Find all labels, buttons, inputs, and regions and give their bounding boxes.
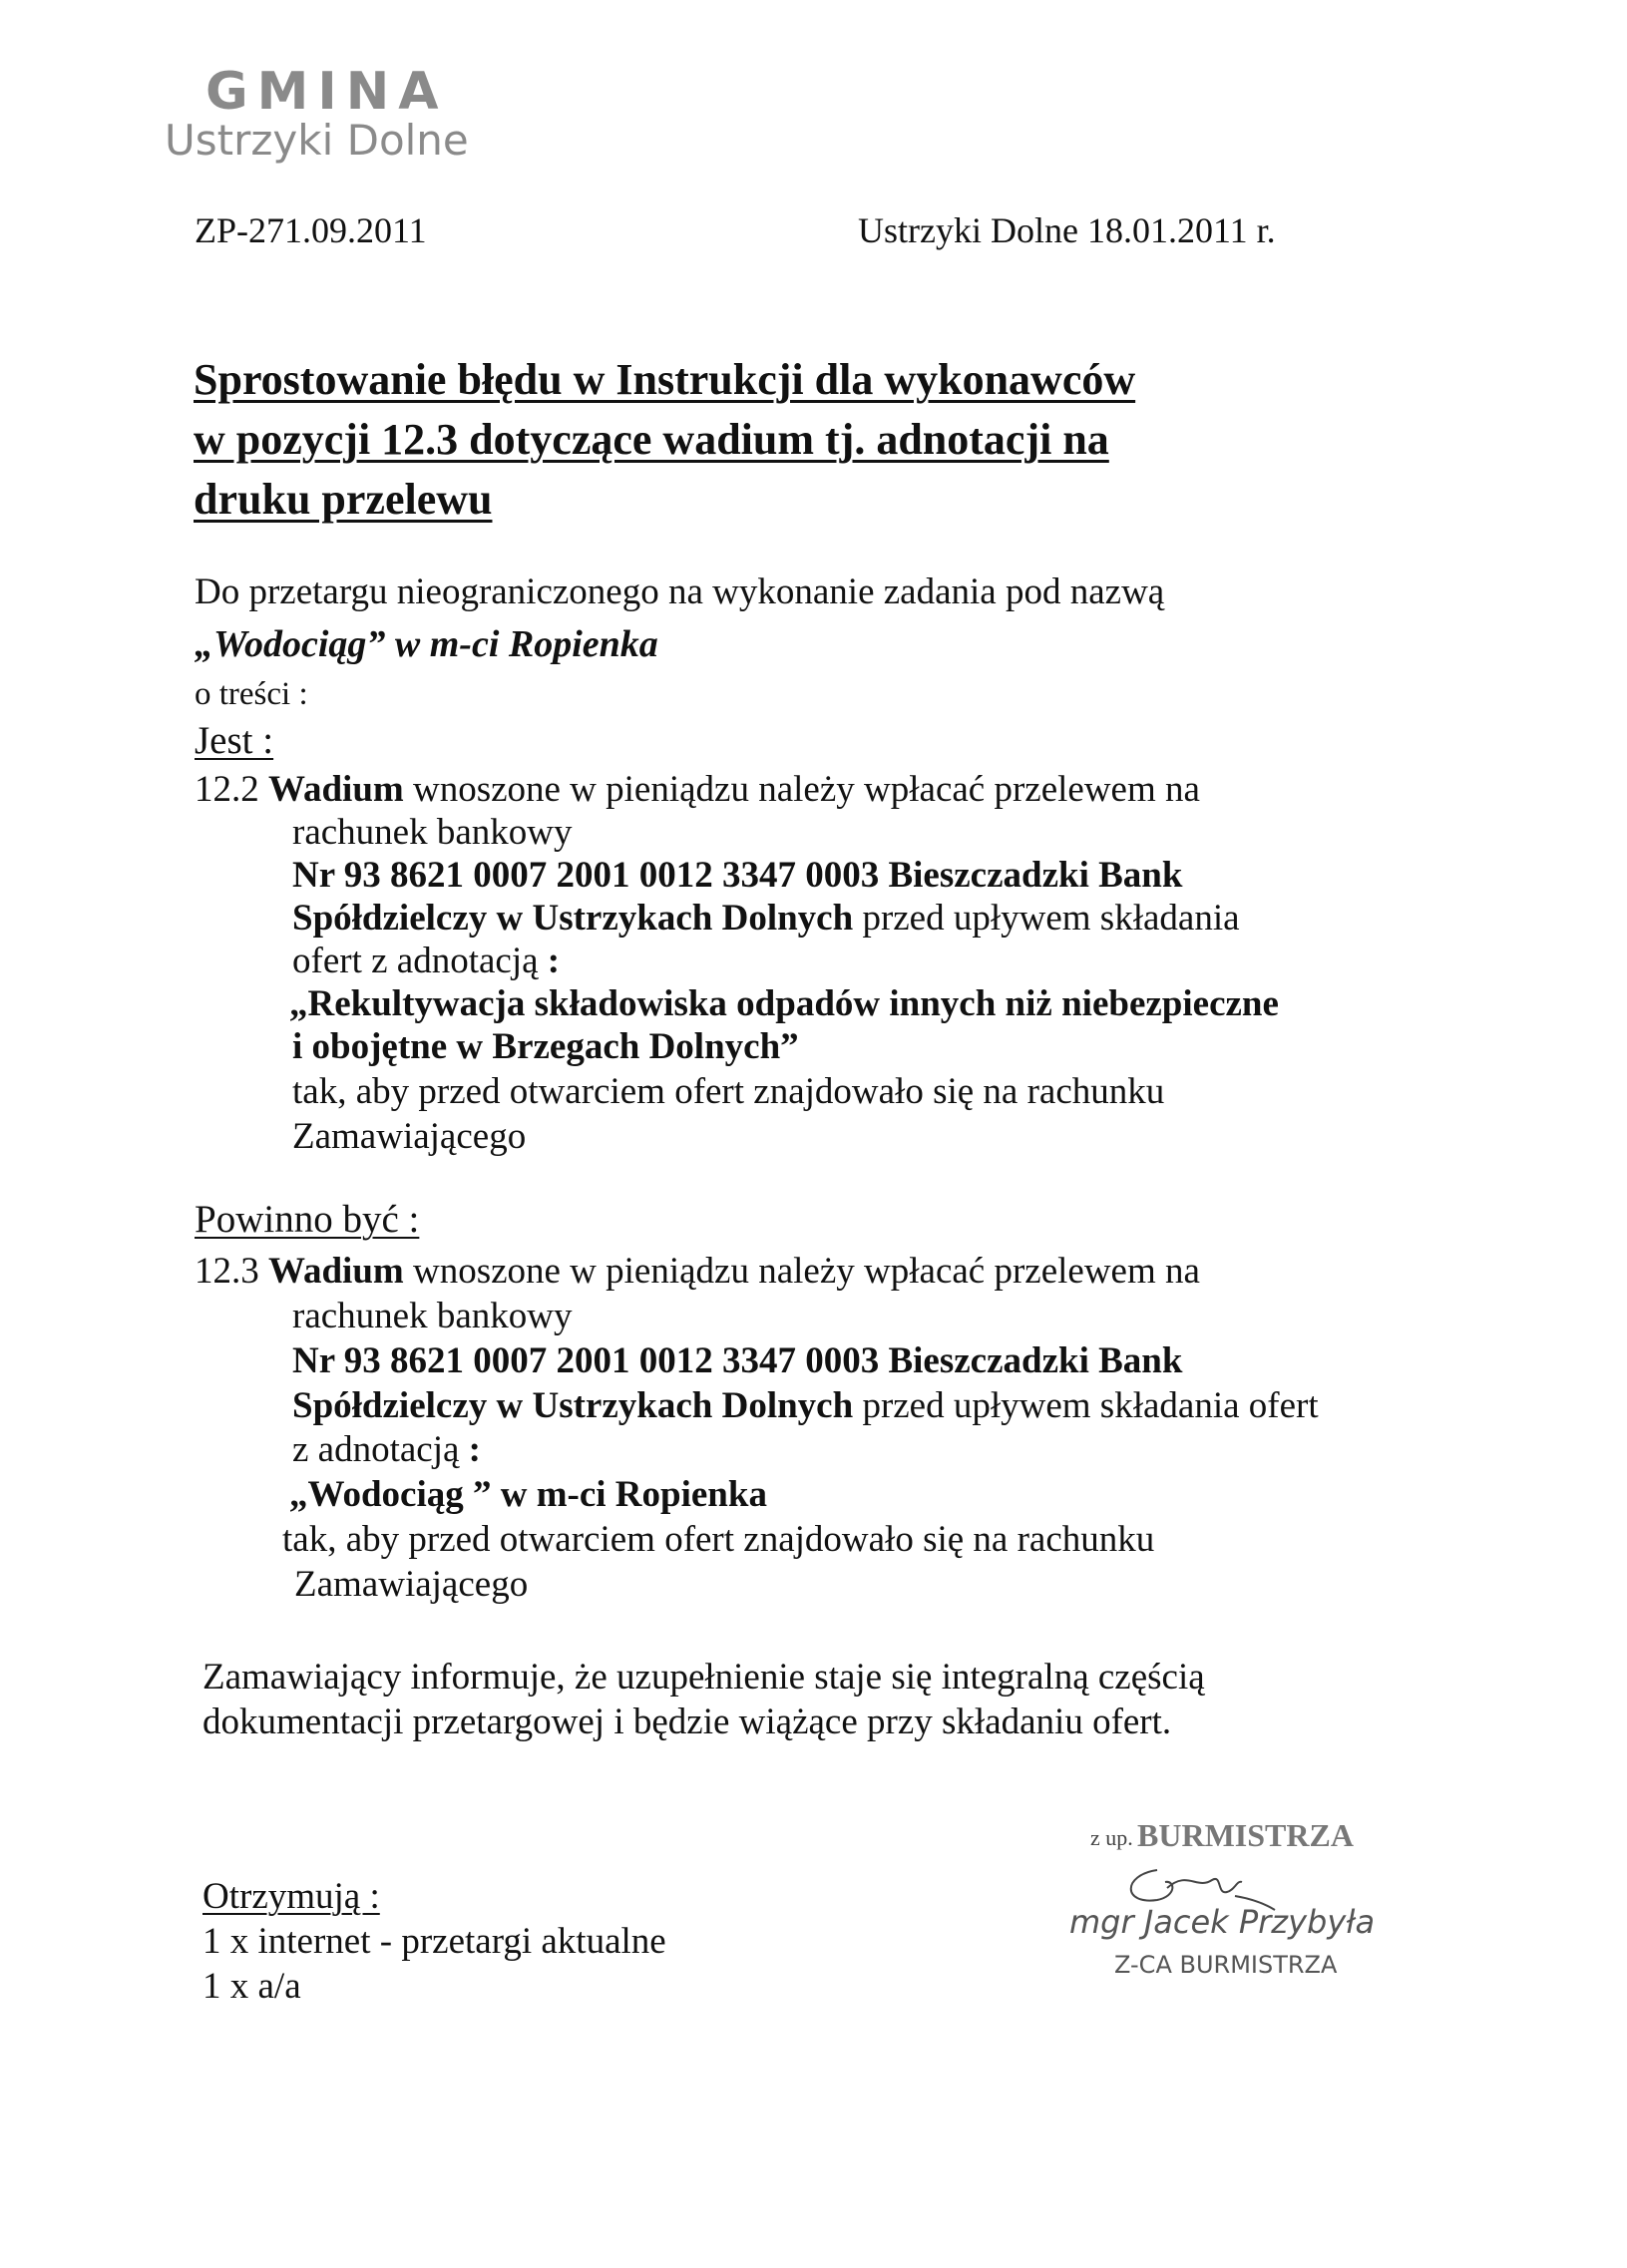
powinno-line-1 [195,1250,1200,1293]
reference-number: ZP-271.09.2011 [195,210,427,250]
intro-content-label: o treści : [195,676,308,712]
recipients-heading: Otrzymują : [203,1876,380,1917]
title-line-1: Sprostowanie błędu w Instrukcji dla wykonawców [194,355,1136,404]
jest-annotation-colon: : [538,941,561,981]
jest-line-1 [195,768,1200,811]
powinno-item-number: 12.3 [195,1251,259,1292]
jest-line-4-text: przed upływem składania [853,898,1240,939]
jest-account-line: Nr 93 8621 0007 2001 0012 3347 0003 Bieszczadzki Bank [292,855,1183,896]
powinno-bank-name: Spółdzielczy w Ustrzykach Dolnych [292,1385,854,1426]
jest-line-2: rachunek bankowy [292,812,573,853]
title-line-3: druku przelewu [194,475,493,524]
powinno-line-4-text: przed upływem składania ofert [853,1385,1319,1426]
signature-title-stamp: BURMISTRZA [1137,1817,1354,1853]
signatory-name: mgr Jacek Przybyła [1069,1903,1376,1941]
jest-line-8: tak, aby przed otwarciem ofert znajdowało się na rachunku [292,1071,1165,1112]
intro-line: Do przetargu nieograniczonego na wykonanie zadania pod nazwą [195,571,1165,612]
jest-annotation-label: ofert z adnotacją [292,941,539,981]
jest-bank-name: Spółdzielczy w Ustrzykach Dolnych [292,898,854,939]
jest-line-4 [292,897,1240,940]
place-date: Ustrzyki Dolne 18.01.2011 r. [858,210,1276,250]
signature-prefix: z up. [1090,1825,1133,1850]
powinno-annotation-colon: : [459,1429,481,1470]
powinno-line-8: tak, aby przed otwarciem ofert znajdowało się na rachunku [282,1519,1155,1560]
jest-line-9: Zamawiającego [292,1116,527,1157]
powinno-line-4 [292,1384,1319,1427]
jest-heading: Jest : [195,719,274,762]
powinno-line-5 [292,1428,481,1471]
powinno-line-2: rachunek bankowy [292,1296,573,1336]
stamp-town: Ustrzyki Dolne [165,116,469,165]
title-line-2: w pozycji 12.3 dotyczące wadium tj. adnotacji na [194,415,1109,464]
powinno-wadium-label: Wadium [268,1251,404,1292]
jest-line-1-text: wnoszone w pieniądzu należy wpłacać przelewem na [403,769,1200,810]
recipient-item: 1 x internet - przetargi aktualne [203,1921,666,1962]
powinno-annotation-label: z adnotacją [292,1429,460,1470]
jest-item-number: 12.2 [195,769,259,810]
recipient-item: 1 x a/a [203,1966,301,2007]
closing-line-2: dokumentacji przetargowej i będzie wiążące przy składaniu ofert. [203,1701,1172,1742]
powinno-line-1-text: wnoszone w pieniądzu należy wpłacać przelewem na [403,1251,1200,1292]
jest-annotation-line-2: i obojętne w Brzegach Dolnych” [292,1026,799,1067]
task-name: „Wodociąg” w m-ci Ropienka [195,623,658,665]
signatory-role: Z-CA BURMISTRZA [1114,1951,1338,1979]
powinno-line-9: Zamawiającego [294,1564,529,1605]
powinno-annotation-line: „Wodociąg ” w m-ci Ropienka [289,1474,767,1515]
powinno-heading: Powinno być : [195,1198,420,1241]
jest-wadium-label: Wadium [268,769,404,810]
jest-annotation-line-1: „Rekultywacja składowiska odpadów innych niż niebezpieczne [289,983,1279,1024]
stamp-gmina: GMINA [205,62,448,122]
jest-line-5 [292,940,560,982]
closing-line-1: Zamawiający informuje, że uzupełnienie staje się integralną częścią [203,1657,1205,1698]
powinno-account-line: Nr 93 8621 0007 2001 0012 3347 0003 Bieszczadzki Bank [292,1340,1183,1381]
